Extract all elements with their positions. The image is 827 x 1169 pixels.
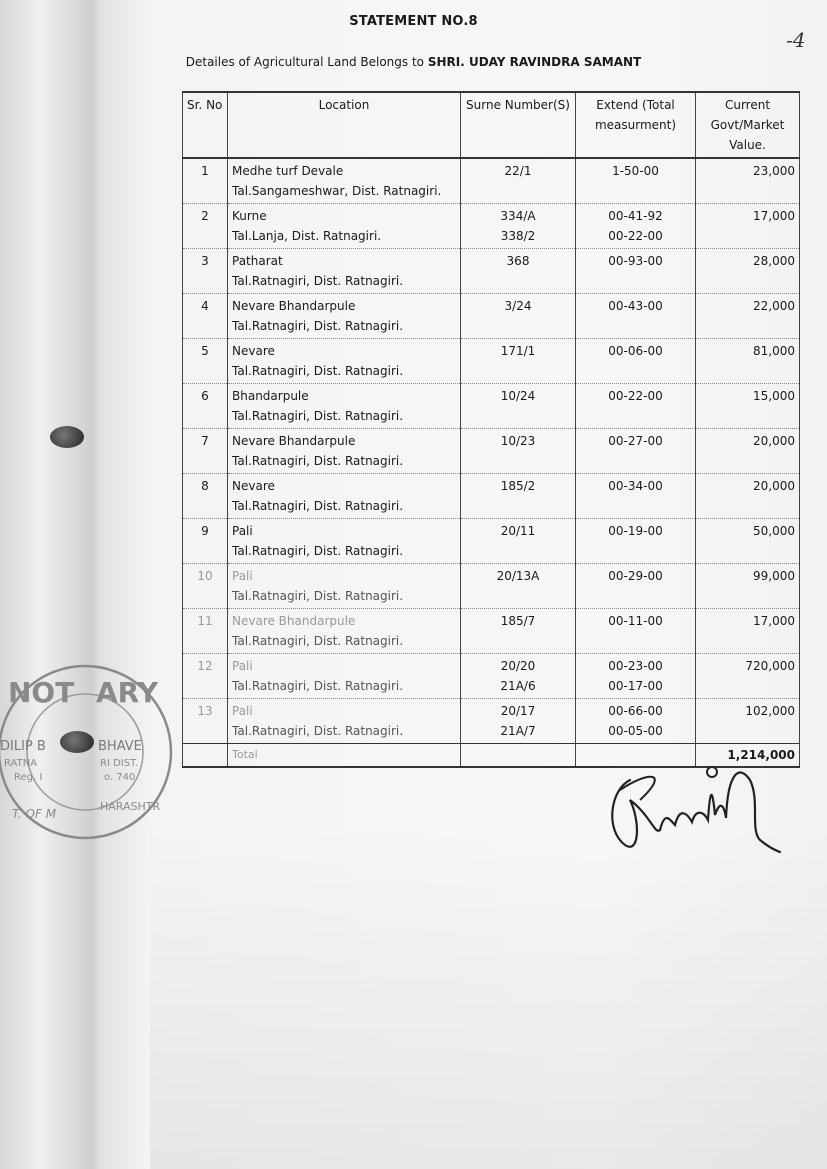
row-sr-no: 13: [183, 699, 228, 744]
row-sr-no: 4: [183, 294, 228, 339]
total-label: Total: [228, 744, 461, 768]
row-extent-2: 00-05-00: [608, 724, 663, 738]
table-row: [183, 429, 800, 474]
stamp-text-5a: T. OF M: [12, 807, 57, 821]
row-survey-2: 338/2: [500, 229, 536, 243]
row-survey-2: 21A/7: [500, 724, 536, 738]
row-extent-1: 00-19-00: [608, 524, 663, 538]
row-survey-number: [461, 609, 576, 654]
row-extent-1: 00-06-00: [608, 344, 663, 358]
col-header-extent-line1: Extend (Total: [596, 98, 675, 112]
table-header-row: [183, 92, 800, 158]
table-row: [183, 384, 800, 429]
row-location: [228, 654, 461, 699]
col-header-location: Location: [228, 92, 461, 158]
row-survey-1: 3/24: [504, 299, 532, 313]
owner-name: SHRI. UDAY RAVINDRA SAMANT: [427, 55, 642, 69]
row-value: 720,000: [696, 654, 800, 699]
row-location-village: Patharat: [232, 254, 283, 268]
row-extent-1: 00-29-00: [608, 569, 663, 583]
row-extent-1: 00-34-00: [608, 479, 663, 493]
row-extent-1: 00-43-00: [608, 299, 663, 313]
row-sr-no: 3: [183, 249, 228, 294]
row-location-village: Nevare Bhandarpule: [232, 434, 356, 448]
row-sr-no: 1: [183, 158, 228, 204]
row-survey-1: 20/20: [500, 659, 536, 673]
row-survey-number: [461, 564, 576, 609]
row-survey-number: [461, 654, 576, 699]
row-sr-no: 7: [183, 429, 228, 474]
signature-icon: [600, 760, 790, 870]
row-sr-no: 6: [183, 384, 228, 429]
col-header-sr-no: Sr. No: [183, 92, 228, 158]
stamp-text-1a: NOT: [8, 676, 75, 709]
col-header-extent-line2: measurment): [594, 118, 677, 132]
row-sr-no: 11: [183, 609, 228, 654]
row-extent: [576, 384, 696, 429]
row-extent-1: 00-27-00: [608, 434, 663, 448]
row-value: 20,000: [696, 474, 800, 519]
row-survey-number: [461, 204, 576, 249]
row-location: [228, 339, 461, 384]
row-value: 81,000: [696, 339, 800, 384]
row-location-district: Tal.Ratnagiri, Dist. Ratnagiri.: [232, 364, 404, 378]
row-survey-1: 185/7: [500, 614, 536, 628]
row-location: [228, 294, 461, 339]
row-location-district: Tal.Lanja, Dist. Ratnagiri.: [232, 229, 382, 243]
table-row: [183, 474, 800, 519]
col-header-value: [696, 92, 800, 158]
row-value: 99,000: [696, 564, 800, 609]
row-location-village: Pali: [232, 659, 253, 673]
row-sr-no: 2: [183, 204, 228, 249]
row-location-district: Tal.Ratnagiri, Dist. Ratnagiri.: [232, 319, 404, 333]
table-row: [183, 158, 800, 204]
total-survey-cell: [461, 744, 576, 768]
row-extent-1: 1-50-00: [612, 164, 659, 178]
row-survey-1: 334/A: [500, 209, 536, 223]
row-location-district: Tal.Ratnagiri, Dist. Ratnagiri.: [232, 544, 404, 558]
table-row: [183, 519, 800, 564]
row-location-district: Tal.Ratnagiri, Dist. Ratnagiri.: [232, 409, 404, 423]
col-header-extent: [576, 92, 696, 158]
stamp-text-5b: HARASHTR: [100, 800, 161, 813]
row-location-district: Tal.Ratnagiri, Dist. Ratnagiri.: [232, 454, 404, 468]
stamp-text-4b: o. 740: [104, 772, 136, 783]
table-row: [183, 204, 800, 249]
row-survey-number: [461, 699, 576, 744]
row-value: 50,000: [696, 519, 800, 564]
row-extent: [576, 294, 696, 339]
row-extent: [576, 158, 696, 204]
row-location-village: Pali: [232, 569, 253, 583]
row-survey-1: 20/17: [500, 704, 536, 718]
row-location: [228, 249, 461, 294]
row-survey-number: [461, 294, 576, 339]
row-extent: [576, 654, 696, 699]
binder-ring-bottom-icon: [60, 731, 94, 753]
stamp-text-2a: DILIP B: [0, 739, 46, 754]
row-survey-1: 22/1: [504, 164, 532, 178]
row-extent: [576, 339, 696, 384]
table-row: [183, 249, 800, 294]
row-extent: [576, 204, 696, 249]
row-extent: [576, 519, 696, 564]
row-sr-no: 9: [183, 519, 228, 564]
row-location-village: Medhe turf Devale: [232, 164, 344, 178]
row-sr-no: 12: [183, 654, 228, 699]
row-extent-2: 00-17-00: [608, 679, 663, 693]
row-extent: [576, 429, 696, 474]
row-extent: [576, 699, 696, 744]
row-survey-number: [461, 339, 576, 384]
row-sr-no: 5: [183, 339, 228, 384]
total-value: 1,214,000: [696, 744, 800, 768]
row-value: 17,000: [696, 609, 800, 654]
binder-ring-top-icon: [50, 426, 84, 448]
row-sr-no: 8: [183, 474, 228, 519]
row-survey-1: 185/2: [500, 479, 536, 493]
row-extent-1: 00-11-00: [608, 614, 663, 628]
row-location: [228, 429, 461, 474]
row-extent: [576, 474, 696, 519]
row-survey-1: 10/23: [500, 434, 536, 448]
row-extent: [576, 249, 696, 294]
row-location-village: Nevare: [232, 479, 275, 493]
stamp-text-4a: Reg. I: [14, 772, 43, 783]
table-row: [183, 654, 800, 699]
col-header-value-line3: Value.: [729, 138, 766, 152]
col-header-value-line1: Current: [724, 98, 771, 112]
row-location: [228, 384, 461, 429]
row-value: 15,000: [696, 384, 800, 429]
row-survey-1: 368: [506, 254, 530, 268]
row-survey-number: [461, 384, 576, 429]
subtitle-prefix: Detailes of Agricultural Land Belongs to: [185, 55, 428, 69]
row-location-district: Tal.Sangameshwar, Dist. Ratnagiri.: [232, 184, 442, 198]
stamp-text-3a: RATNA: [4, 758, 38, 769]
row-extent-1: 00-23-00: [608, 659, 663, 673]
row-location-district: Tal.Ratnagiri, Dist. Ratnagiri.: [232, 724, 404, 738]
row-location: [228, 699, 461, 744]
row-location: [228, 474, 461, 519]
table-row: [183, 699, 800, 744]
page-mark: -4: [786, 28, 806, 52]
col-header-survey-number: Surne Number(S): [461, 92, 576, 158]
row-location-district: Tal.Ratnagiri, Dist. Ratnagiri.: [232, 634, 404, 648]
row-value: 28,000: [696, 249, 800, 294]
row-survey-number: [461, 158, 576, 204]
table-row: [183, 609, 800, 654]
row-location-village: Bhandarpule: [232, 389, 309, 403]
stamp-text-3b: RI DIST.: [100, 758, 139, 769]
row-location-district: Tal.Ratnagiri, Dist. Ratnagiri.: [232, 274, 404, 288]
row-survey-number: [461, 429, 576, 474]
row-location-district: Tal.Ratnagiri, Dist. Ratnagiri.: [232, 589, 404, 603]
row-location: [228, 158, 461, 204]
table-row: [183, 294, 800, 339]
row-survey-1: 20/11: [500, 524, 536, 538]
row-location-village: Nevare Bhandarpule: [232, 299, 356, 313]
row-location: [228, 519, 461, 564]
row-location-village: Kurne: [232, 209, 267, 223]
table-row: [183, 339, 800, 384]
row-location: [228, 564, 461, 609]
row-survey-2: 21A/6: [500, 679, 536, 693]
row-value: 22,000: [696, 294, 800, 339]
statement-subtitle: [0, 55, 827, 69]
row-location-district: Tal.Ratnagiri, Dist. Ratnagiri.: [232, 499, 404, 513]
row-location: [228, 609, 461, 654]
row-extent: [576, 609, 696, 654]
row-survey-number: [461, 474, 576, 519]
row-location-district: Tal.Ratnagiri, Dist. Ratnagiri.: [232, 679, 404, 693]
land-table: [182, 91, 800, 768]
row-survey-number: [461, 519, 576, 564]
row-survey-1: 20/13A: [496, 569, 540, 583]
row-location-village: Pali: [232, 524, 253, 538]
row-location-village: Nevare Bhandarpule: [232, 614, 356, 628]
row-extent-2: 00-22-00: [608, 229, 663, 243]
col-header-value-line2: Govt/Market: [710, 118, 785, 132]
stamp-text-1b: ARY: [96, 676, 158, 709]
notary-stamp: [0, 660, 190, 840]
row-extent: [576, 564, 696, 609]
row-extent-1: 00-22-00: [608, 389, 663, 403]
row-value: 17,000: [696, 204, 800, 249]
row-survey-1: 10/24: [500, 389, 536, 403]
row-survey-number: [461, 249, 576, 294]
row-location-village: Pali: [232, 704, 253, 718]
table-row: [183, 564, 800, 609]
row-extent-1: 00-41-92: [608, 209, 663, 223]
statement-title: STATEMENT NO.8: [349, 14, 478, 29]
row-location-village: Nevare: [232, 344, 275, 358]
row-extent-1: 00-93-00: [608, 254, 663, 268]
row-sr-no: 10: [183, 564, 228, 609]
row-location: [228, 204, 461, 249]
row-value: 23,000: [696, 158, 800, 204]
row-value: 102,000: [696, 699, 800, 744]
row-value: 20,000: [696, 429, 800, 474]
row-extent-1: 00-66-00: [608, 704, 663, 718]
row-survey-1: 171/1: [500, 344, 536, 358]
stamp-text-2b: BHAVE: [98, 739, 142, 754]
